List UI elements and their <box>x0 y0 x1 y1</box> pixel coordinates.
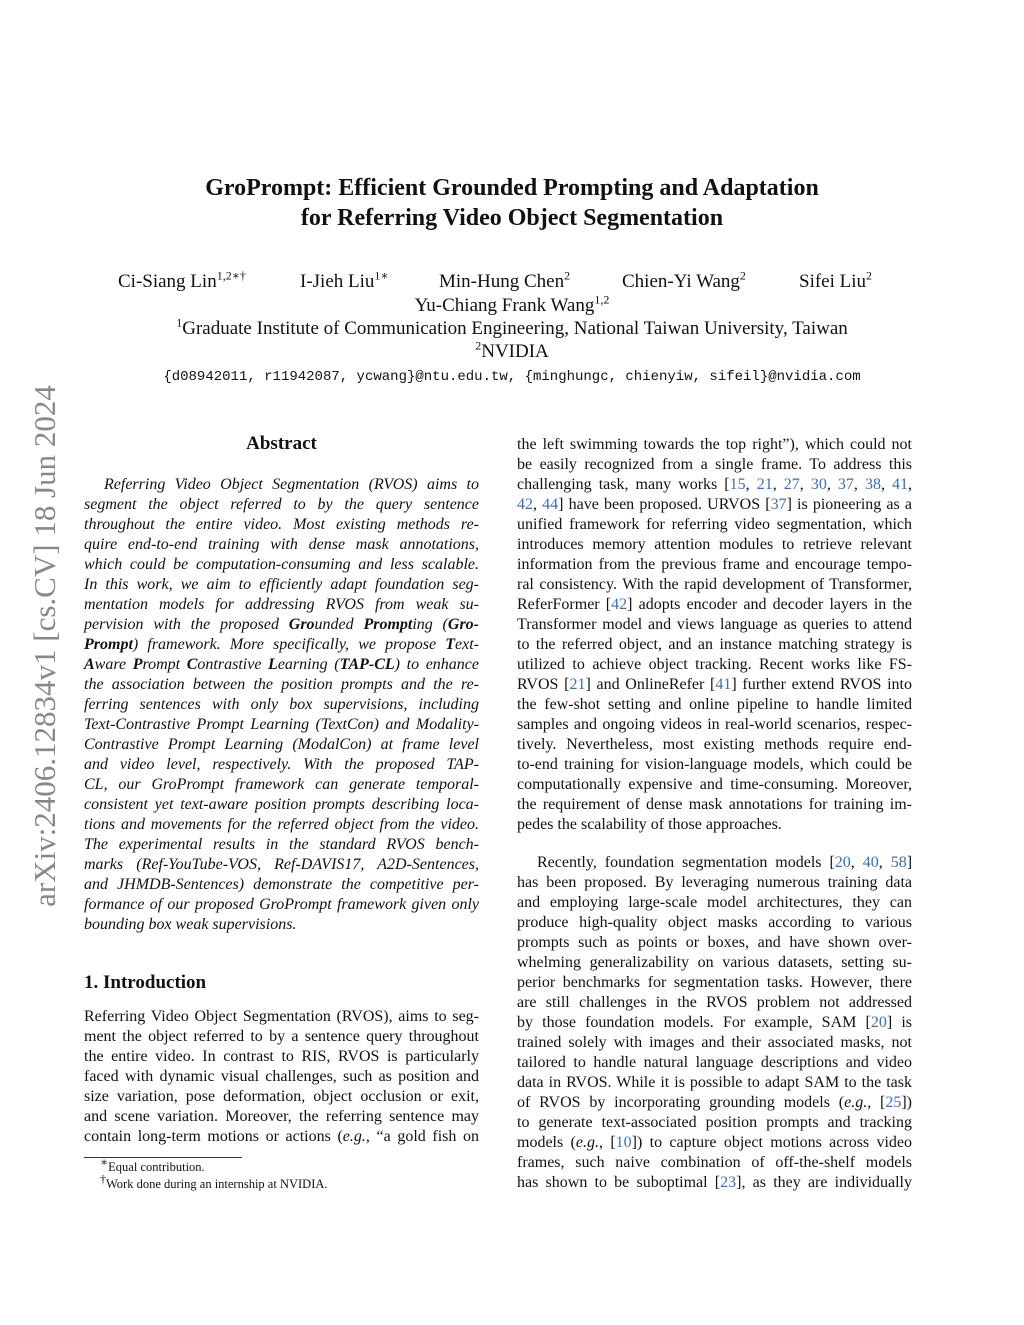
text-line: be easily recognized from a single frame. To address this <box>517 456 912 473</box>
text-line: by those foundation models. For example, SAM [20] is <box>517 1014 912 1031</box>
affiliation <box>0 317 1024 340</box>
text-line: consistent yet text-aware position prompts describing loca- <box>84 796 479 813</box>
author <box>300 270 389 293</box>
text-line: ReferFormer [42] adopts encoder and decoder layers in the <box>517 596 912 613</box>
citation-link[interactable]: 58 <box>890 854 907 871</box>
arxiv-stamp: arXiv:2406.12834v1 [cs.CV] 18 Jun 2024 <box>27 385 62 907</box>
text-line: produce high-quality object masks according to various <box>517 914 912 931</box>
author-name: Yu-Chiang Frank Wang <box>414 295 595 316</box>
text-line: are still challenges in the RVOS problem not addressed <box>517 994 912 1011</box>
section-heading-introduction: 1. Introduction <box>84 972 207 993</box>
text-line: contain long-term motions or actions (e.g., “a gold fish on <box>84 1128 479 1145</box>
text-line: tions and movements for the referred object from the video. <box>84 816 479 833</box>
text-line: faced with dynamic visual challenges, such as position and <box>84 1068 479 1085</box>
abstract-body <box>84 475 479 935</box>
author-emails: {d08942011, r11942087, ycwang}@ntu.edu.tw, {minghungc, chienyiw, sifeil}@nvidia.com <box>163 369 861 385</box>
text-line: information from the previous frame and encourage tempo- <box>517 556 912 573</box>
citation-link[interactable]: 30 <box>810 476 827 493</box>
author-sup: 2 <box>564 268 571 283</box>
text-line: to generate text-associated position prompts and tracking <box>517 1114 912 1131</box>
author <box>622 270 746 293</box>
text-line: perior benchmarks for segmentation tasks. However, there <box>517 974 912 991</box>
author-sup: 1,2 <box>594 292 610 307</box>
citation-link[interactable]: 10 <box>615 1134 632 1151</box>
text-line: and JHMDB-Sentences) demonstrate the competitive per- <box>84 876 479 893</box>
footnote <box>100 1171 328 1192</box>
text-line: whelming generalizability on various datasets, setting su- <box>517 954 912 971</box>
text-line: Aware Prompt Contrastive Learning (TAP-CL) to enhance <box>84 656 479 673</box>
text-line: Recently, foundation segmentation models [20, 40, 58] <box>537 854 913 871</box>
affiliation-text: Graduate Institute of Communication Engineering, National Taiwan University, Taiwan <box>182 318 848 339</box>
text-line: Text-Contrastive Prompt Learning (TextCon) and Modality- <box>84 716 479 733</box>
affiliation-sup: 1 <box>176 315 183 330</box>
citation-link[interactable]: 25 <box>885 1094 902 1111</box>
author-name: I-Jieh Liu <box>300 271 375 292</box>
text-line: data in RVOS. While it is possible to adapt SAM to the task <box>517 1074 912 1091</box>
text-line: has been proposed. By leveraging numerous training data <box>517 874 912 891</box>
title-line: GroPrompt: Efficient Grounded Prompting and Adaptation <box>205 175 819 201</box>
text-line: unified framework for referring video segmentation, which <box>517 516 912 533</box>
text-line: Transformer model and views language as queries to attend <box>517 616 912 633</box>
text-line: The experimental results in the standard RVOS bench- <box>84 836 479 853</box>
affiliation <box>0 340 1024 363</box>
citation-link[interactable]: 41 <box>715 676 732 693</box>
text-line: quire end-to-end training with dense mask annotations, <box>84 536 479 553</box>
author-sup: 2 <box>739 268 746 283</box>
text-line: the association between the position prompts and the re- <box>84 676 479 693</box>
text-line: and employing large-scale model architectures, they can <box>517 894 912 911</box>
text-line: Contrastive Prompt Learning (ModalCon) at frame level <box>84 736 479 753</box>
author-sup: 2 <box>866 268 873 283</box>
footnote-mark: ∗ <box>100 1154 109 1169</box>
text-line: which could be computation-consuming and less scalable. <box>84 556 479 573</box>
citation-link[interactable]: 15 <box>729 476 746 493</box>
text-line: challenging task, many works [15, 21, 27, 30, 37, 38, 41, <box>517 476 913 493</box>
text-line: the entire video. In contrast to RIS, RVOS is particularly <box>84 1048 479 1065</box>
author <box>799 270 872 293</box>
text-line: marks (Ref-YouTube-VOS, Ref-DAVIS17, A2D-Sentences, <box>84 856 479 873</box>
citation-link[interactable]: 37 <box>770 496 787 513</box>
text-line: of RVOS by incorporating grounding models (e.g., [25]) <box>517 1094 912 1111</box>
author <box>0 294 1024 317</box>
intro-body <box>84 1007 479 1147</box>
text-line: the requirement of dense mask annotations for training im- <box>517 796 912 813</box>
text-line: pervision with the proposed Grounded Prompting (Gro- <box>84 616 479 633</box>
abstract-heading: Abstract <box>246 433 317 454</box>
text-line: to the referred object, and an instance matching strategy is <box>517 636 912 653</box>
citation-link[interactable]: 42 <box>517 496 533 513</box>
text-line: size variation, pose deformation, object occlusion or exit, <box>84 1088 479 1105</box>
right-para-2 <box>517 853 912 1193</box>
author-name: Sifei Liu <box>799 271 867 292</box>
text-line: Prompt) framework. More specifically, we propose Text- <box>84 636 479 653</box>
text-line: tailored to handle natural language descriptions and video <box>517 1054 912 1071</box>
text-line: computationally expensive and time-consuming. Moreover, <box>517 776 912 793</box>
citation-link[interactable]: 41 <box>892 476 909 493</box>
citation-link[interactable]: 20 <box>834 854 851 871</box>
author <box>439 270 570 293</box>
citation-link[interactable]: 44 <box>542 496 559 513</box>
footnote-mark: † <box>100 1171 106 1186</box>
paper-title <box>0 173 1024 233</box>
footnote <box>100 1154 205 1175</box>
citation-link[interactable]: 23 <box>720 1174 737 1191</box>
citation-link[interactable]: 40 <box>862 854 879 871</box>
citation-link[interactable]: 38 <box>864 476 881 493</box>
citation-link[interactable]: 37 <box>837 476 854 493</box>
text-line: In this work, we aim to efficiently adapt foundation seg- <box>84 576 479 593</box>
text-line: the few-shot setting and online pipeline to handle limited <box>517 696 912 713</box>
text-line: segment the object referred to by the query sentence <box>84 496 479 513</box>
text-line: has shown to be suboptimal [23], as they are individually <box>517 1174 913 1191</box>
text-line: frames, such naive combination of off-the-shelf models <box>517 1154 912 1171</box>
author-sup: 1,2∗† <box>216 268 246 283</box>
author-name: Chien-Yi Wang <box>622 271 740 292</box>
text-line: samples and ongoing videos in real-world scenarios, respec- <box>517 716 912 733</box>
author-sup: 1∗ <box>374 268 389 283</box>
text-line: prompts such as points or boxes, and have shown over- <box>517 934 912 951</box>
text-line: throughout the entire video. Most existing methods re- <box>84 516 479 533</box>
text-line: Referring Video Object Segmentation (RVOS), aims to seg- <box>84 1008 479 1025</box>
citation-link[interactable]: 21 <box>569 676 586 693</box>
title-line: for Referring Video Object Segmentation <box>300 205 724 231</box>
text-line: and video level, respectively. With the proposed TAP- <box>84 756 479 773</box>
text-line: utilized to achieve object tracking. Recent works like FS- <box>517 656 912 673</box>
text-line: models (e.g., [10]) to capture object motions across video <box>517 1134 913 1151</box>
text-line: to-end training for vision-language models, which could be <box>517 756 912 773</box>
author-name: Ci-Siang Lin <box>118 271 217 292</box>
text-line: bounding box weak supervisions. <box>84 916 297 933</box>
text-line: tively. Nevertheless, most existing methods require end- <box>517 736 912 753</box>
text-line: formance of our proposed GroPrompt framework given only <box>84 896 479 913</box>
affiliation-text: NVIDIA <box>481 341 549 362</box>
text-line: ment the object referred to by a sentence query throughout <box>84 1028 479 1045</box>
text-line: ral consistency. With the rapid development of Transformer, <box>517 576 912 593</box>
text-line: pedes the scalability of those approaches. <box>517 816 782 833</box>
citation-link[interactable]: 27 <box>783 476 800 493</box>
right-para-1 <box>517 435 912 835</box>
text-line: Referring Video Object Segmentation (RVOS) aims to <box>104 476 479 493</box>
text-line: and scene variation. Moreover, the referring sentence may <box>84 1108 479 1125</box>
text-line: trained solely with images and their associated masks, not <box>517 1034 912 1051</box>
text-line: 42, 44] have been proposed. URVOS [37] is pioneering as a <box>517 496 913 513</box>
text-line: mentation models for addressing RVOS from weak su- <box>84 596 479 613</box>
text-line: introduces memory attention modules to retrieve relevant <box>517 536 912 553</box>
text-line: ferring sentences with only box supervisions, including <box>84 696 479 713</box>
text-line: the left swimming towards the top right”), which could not <box>517 436 912 453</box>
footnote-text: Equal contribution. <box>108 1160 205 1174</box>
citation-link[interactable]: 20 <box>870 1014 887 1031</box>
citation-link[interactable]: 21 <box>756 476 773 493</box>
citation-link[interactable]: 42 <box>611 596 628 613</box>
text-line: RVOS [21] and OnlineRefer [41] further extend RVOS into <box>517 676 912 693</box>
author <box>118 270 246 293</box>
footnote-text: Work done during an internship at NVIDIA. <box>106 1177 328 1191</box>
affiliation-sup: 2 <box>475 338 482 353</box>
text-line: CL, our GroPrompt framework can generate temporal- <box>84 776 479 793</box>
author-name: Min-Hung Chen <box>439 271 565 292</box>
